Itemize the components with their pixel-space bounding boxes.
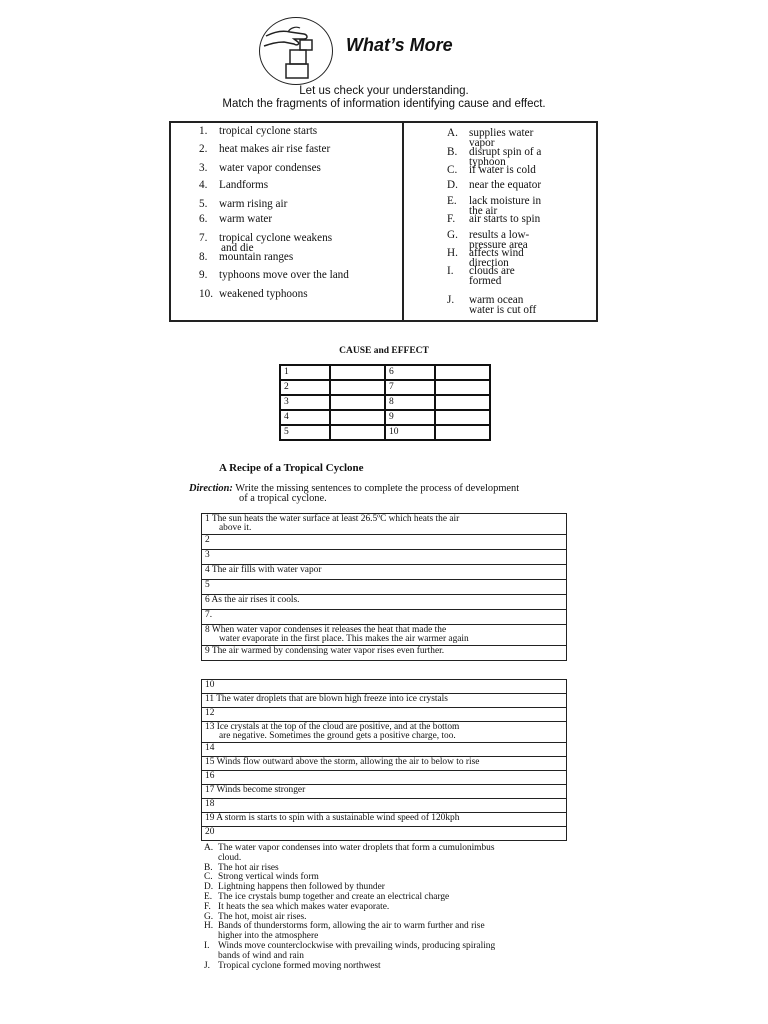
step-row[interactable]: 10 (202, 680, 567, 694)
cause-number-cell: 6 (385, 365, 435, 380)
step-row: 13 Ice crystals at the top of the cloud are positive, and at the bottom are negative. Sometimes the ground gets a positive charge, too. (202, 722, 567, 743)
step-row[interactable]: 7. (202, 610, 567, 625)
instruction-text: Match the fragments of information identifying cause and effect. (222, 98, 546, 110)
cause-item: 3. water vapor condenses (199, 162, 321, 174)
step-row: 17 Winds become stronger (202, 785, 567, 799)
answer-cell[interactable] (330, 395, 385, 410)
step-row: 4 The air fills with water vapor (202, 565, 567, 580)
step-row[interactable]: 14 (202, 743, 567, 757)
hand-stacking-blocks-icon (259, 17, 333, 85)
cause-number-cell: 7 (385, 380, 435, 395)
step-row: 8 When water vapor condenses it releases the heat that made the water evaporate in the first place. This makes the air warmer again (202, 625, 567, 646)
step-row: 11 The water droplets that are blown high freeze into ice crystals (202, 694, 567, 708)
effect-item: J. warm ocean water is cut off (447, 294, 537, 316)
step-row[interactable]: 20 (202, 827, 567, 841)
answer-cell[interactable] (330, 410, 385, 425)
step-row[interactable]: 2 (202, 535, 567, 550)
cause-item: 2. heat makes air rise faster (199, 143, 331, 155)
table-row (280, 395, 490, 410)
list-item: F. It heats the sea which makes water evaporate. (204, 901, 390, 912)
cause-item: 9. typhoons move over the land (199, 269, 349, 281)
cause-item: 7. tropical cyclone weakens and die (199, 232, 333, 254)
effect-item: D. near the equator (447, 179, 542, 191)
effect-item: G. results a low- pressure area (447, 229, 530, 251)
answer-cell[interactable] (435, 365, 490, 380)
cause-item: 4. Landforms (199, 179, 269, 191)
table-row (280, 365, 490, 380)
list-item: H. Bands of thunderstorms form, allowing the air to warm further and rise (204, 921, 485, 932)
choices-list (204, 844, 495, 971)
step-row[interactable]: 5 (202, 580, 567, 595)
cause-number-cell: 4 (280, 410, 330, 425)
cause-number-cell: 1 (280, 365, 330, 380)
effect-item: A. supplies water vapor (447, 127, 534, 149)
answer-cell[interactable] (435, 395, 490, 410)
effect-item: H. affects wind direction (447, 247, 524, 269)
answer-cell[interactable] (330, 365, 385, 380)
effect-item: B. disrupt spin of a typhoon (447, 146, 542, 168)
effect-item: C. if water is cold (447, 164, 536, 176)
list-item: C. Strong vertical winds form (204, 872, 319, 883)
list-item: B. The hot air rises (204, 862, 279, 873)
step-row[interactable]: 3 (202, 550, 567, 565)
table-row (280, 380, 490, 395)
answer-cell[interactable] (435, 425, 490, 440)
cause-item: 6. warm water (199, 213, 273, 225)
cause-effect-title: CAUSE and EFFECT (339, 346, 429, 356)
effect-item: F. air starts to spin (447, 213, 541, 225)
page-title: What’s More (346, 35, 453, 55)
cause-effect-table (279, 364, 491, 441)
matching-divider (402, 121, 404, 322)
list-item-continuation: bands of wind and rain (218, 950, 304, 961)
list-item: D. Lightning happens then followed by thunder (204, 882, 385, 893)
intro-text: Let us check your understanding. (299, 85, 469, 97)
list-item: G. The hot, moist air rises. (204, 911, 307, 922)
steps-table-part2 (201, 679, 567, 841)
table-row (280, 410, 490, 425)
list-item: I. Winds move counterclockwise with prevailing winds, producing spiraling (204, 940, 496, 951)
answer-cell[interactable] (435, 380, 490, 395)
step-row[interactable]: 18 (202, 799, 567, 813)
answer-cell[interactable] (330, 380, 385, 395)
list-item: E. The ice crystals bump together and create an electrical charge (204, 891, 450, 902)
answer-cell[interactable] (435, 410, 490, 425)
step-row[interactable]: 16 (202, 771, 567, 785)
list-item-continuation: higher into the atmosphere (218, 931, 319, 942)
list-item-continuation: cloud. (218, 852, 242, 863)
step-row: 19 A storm is starts to spin with a sustainable wind speed of 120kph (202, 813, 567, 827)
answer-cell[interactable] (330, 425, 385, 440)
step-row: 15 Winds flow outward above the storm, allowing the air to below to rise (202, 757, 567, 771)
list-item: A. The water vapor condenses into water droplets that form a cumulonimbus (204, 843, 495, 853)
step-row[interactable]: 12 (202, 708, 567, 722)
recipe-title: A Recipe of a Tropical Cyclone (219, 462, 364, 474)
cause-number-cell: 9 (385, 410, 435, 425)
list-item: J. Tropical cyclone formed moving northwest (204, 960, 381, 971)
cause-item: 1. tropical cyclone starts (199, 125, 318, 137)
direction-text: Direction: Write the missing sentences to complete the process of development of a tropical cyclone. (189, 483, 520, 504)
table-row (280, 425, 490, 440)
steps-table-part1 (201, 513, 567, 661)
effect-item: E. lack moisture in the air (447, 195, 542, 217)
step-row: 6 As the air rises it cools. (202, 595, 567, 610)
cause-item: 8. mountain ranges (199, 251, 294, 263)
cause-item: 5. warm rising air (199, 198, 288, 210)
step-row: 1 The sun heats the water surface at least 26.5ºC which heats the air above it. (202, 514, 567, 535)
cause-number-cell: 10 (385, 425, 435, 440)
step-row: 9 The air warmed by condensing water vapor rises even further. (202, 646, 567, 661)
cause-number-cell: 2 (280, 380, 330, 395)
cause-item: 10. weakened typhoons (199, 288, 308, 300)
effect-item: I. clouds are formed (447, 265, 515, 287)
cause-number-cell: 5 (280, 425, 330, 440)
cause-number-cell: 8 (385, 395, 435, 410)
cause-number-cell: 3 (280, 395, 330, 410)
